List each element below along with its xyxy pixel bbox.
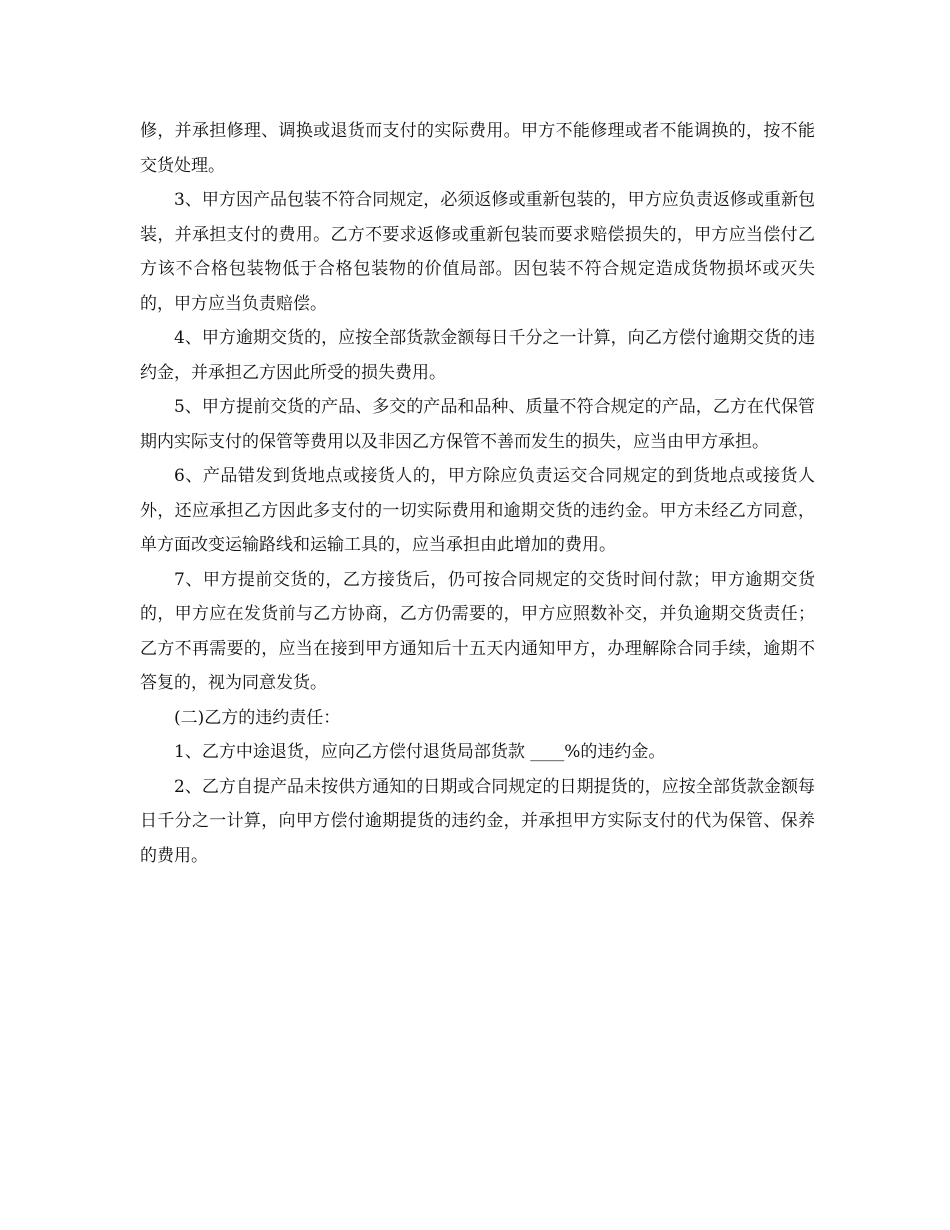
section-heading-buyer-liability: (二)乙方的违约责任： [174, 707, 341, 728]
paragraph-clause-5: 5、甲方提前交货的产品、多交的产品和品种、质量不符合规定的产品，乙方在代保管期内实际支付的保管等费用以及非因乙方保管不善而发生的损失，应当由甲方承担。 [140, 397, 815, 452]
paragraph-continuation: 修，并承担修理、调换或退货而支付的实际费用。甲方不能修理或者不能调换的，按不能交货处理。 [140, 121, 815, 176]
paragraph-clause-3: 3、甲方因产品包装不符合同规定，必须返修或重新包装的，甲方应负责返修或重新包装，并承担支付的费用。乙方不要求返修或重新包装而要求赔偿损失的，甲方应当偿付乙方该不合格包装物低于合格包装物的价值局部。因包装不符合规定造成货物损坏或灭失的，甲方应当负责赔偿。 [140, 190, 815, 314]
paragraph-buyer-clause-2: 2、乙方自提产品未按供方通知的日期或合同规定的日期提货的，应按全部货款金额每日千分之一计算，向甲方偿付逾期提货的违约金，并承担甲方实际支付的代为保管、保养的费用。 [140, 776, 815, 866]
paragraph-buyer-clause-1: 1、乙方中途退货，应向乙方偿付退货局部货款 ____%的违约金。 [174, 742, 666, 762]
document-body [140, 114, 815, 873]
paragraph-clause-7: 7、甲方提前交货的，乙方接货后，仍可按合同规定的交货时间付款；甲方逾期交货的，甲方应在发货前与乙方协商，乙方仍需要的，甲方应照数补交，并负逾期交货责任；乙方不再需要的，应当在接到甲方通知后十五天内通知甲方，办理解除合同手续，逾期不答复的，视为同意发货。 [140, 569, 815, 693]
paragraph-clause-6: 6、产品错发到货地点或接货人的，甲方除应负责运交合同规定的到货地点或接货人外，还应承担乙方因此多支付的一切实际费用和逾期交货的违约金。甲方未经乙方同意，单方面改变运输路线和运输工具的，应当承担由此增加的费用。 [140, 466, 815, 555]
paragraph-clause-4: 4、甲方逾期交货的，应按全部货款金额每日千分之一计算，向乙方偿付逾期交货的违约金，并承担乙方因此所受的损失费用。 [140, 328, 815, 383]
